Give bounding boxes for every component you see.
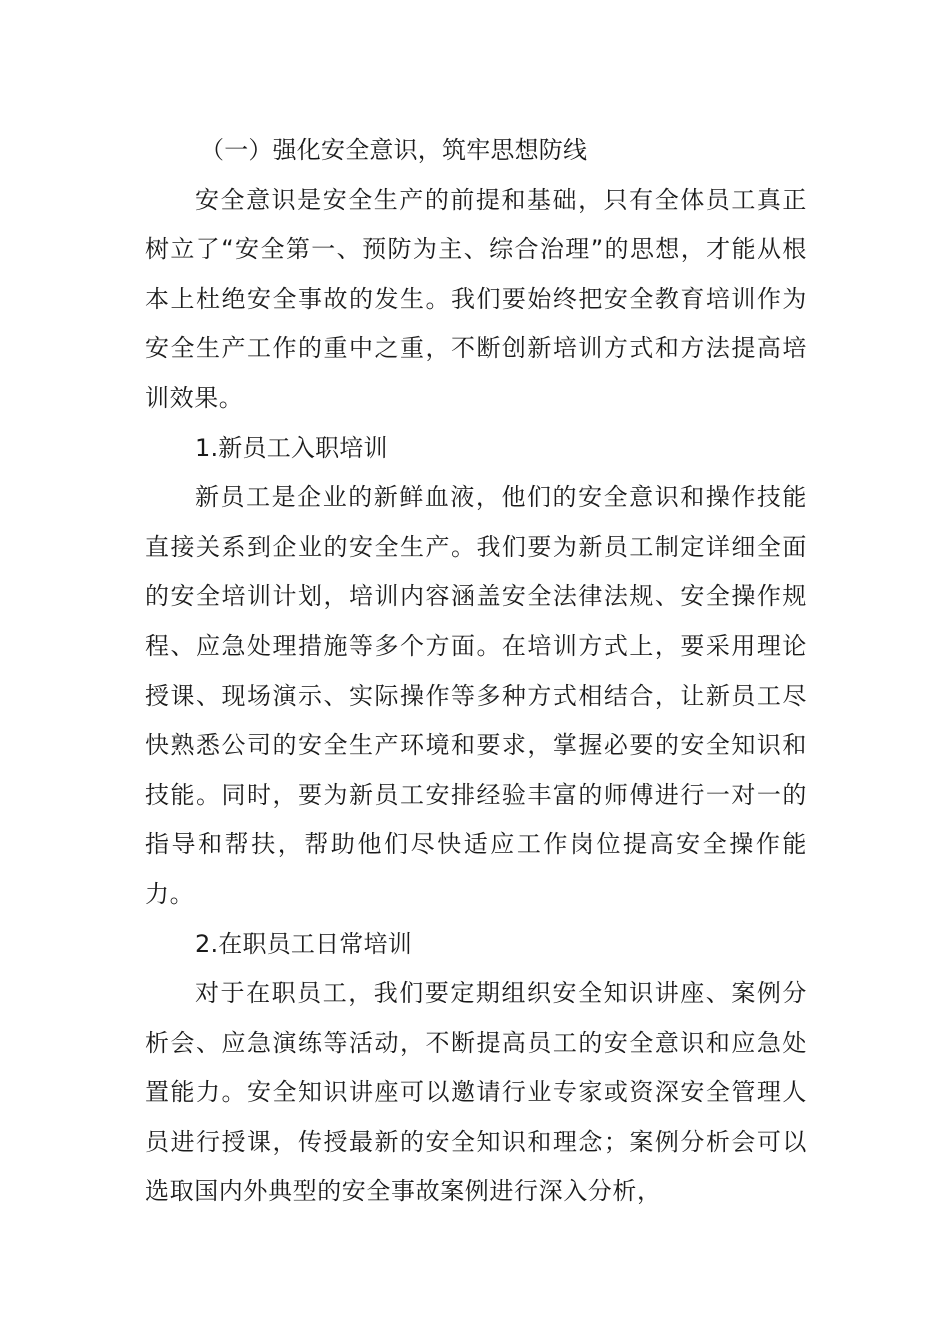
- subsection-body-daily-training: 对于在职员工，我们要定期组织安全知识讲座、案例分析会、应急演练等活动，不断提高员工的安全意识和应急处置能力。安全知识讲座可以邀请行业专家或资深安全管理人员进行授课，传授最新的安全知识和理念；案例分析会可以选取国内外典型的安全事故案例进行深入分析，: [145, 979, 807, 1206]
- document-body: [145, 126, 807, 1217]
- intro-paragraph: 安全意识是安全生产的前提和基础，只有全体员工真正树立了“安全第一、预防为主、综合治理”的思想，才能从根本上杜绝安全事故的发生。我们要始终把安全教育培训作为安全生产工作的重中之重，不断创新培训方式和方法提高培训效果。: [145, 185, 807, 412]
- subsection-heading-daily-training: 2.在职员工日常培训: [195, 929, 412, 958]
- subsection-heading-new-employee: 1.新员工入职培训: [195, 433, 388, 462]
- section-heading: （一）强化安全意识，筑牢思想防线: [200, 136, 588, 164]
- subsection-body-new-employee: 新员工是企业的新鲜血液，他们的安全意识和操作技能直接关系到企业的安全生产。我们要为新员工制定详细全面的安全培训计划，培训内容涵盖安全法律法规、安全操作规程、应急处理措施等多个方面。在培训方式上，要采用理论授课、现场演示、实际操作等多种方式相结合，让新员工尽快熟悉公司的安全生产环境和要求，掌握必要的安全知识和技能。同时，要为新员工安排经验丰富的师傅进行一对一的指导和帮扶，帮助他们尽快适应工作岗位提高安全操作能力。: [145, 483, 807, 908]
